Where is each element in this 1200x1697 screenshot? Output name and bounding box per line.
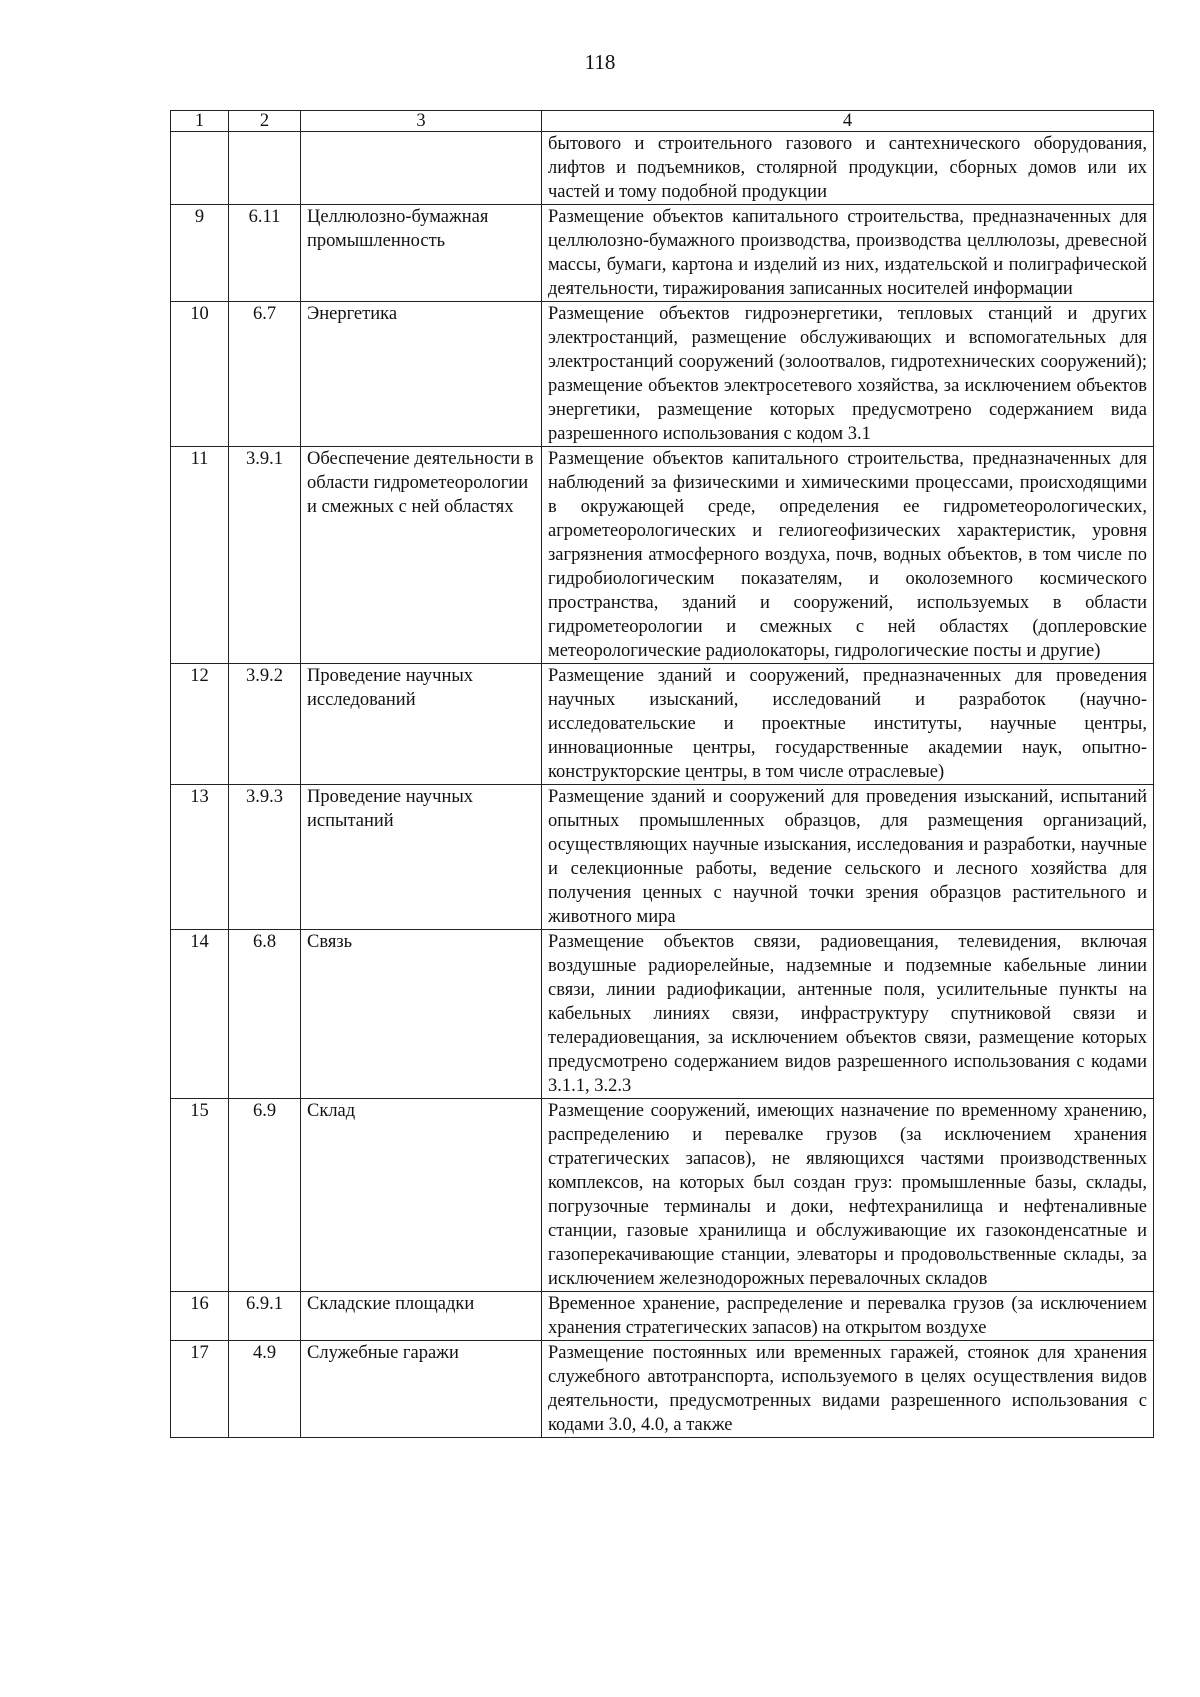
- use-code: 6.11: [229, 205, 301, 302]
- use-description: Размещение зданий и сооружений для проведения изысканий, испытаний опытных промышленных образцов, для размещения организаций, осуществляющих научные изыскания, исследования и разработки, научные и селекционные работы, ведение сельского и лесного хозяйства для получения ценных с научной точки зрения образцов растительного и животного мира: [542, 785, 1154, 930]
- use-description: Размещение зданий и сооружений, предназначенных для проведения научных изысканий, исследований и разработок (научно-исследовательские и проектные институты, научные центры, инновационные центры, государственные академии наук, опытно-конструкторские центры, в том числе отраслевые): [542, 664, 1154, 785]
- continuation-text: бытового и строительного газового и сантехнического оборудования, лифтов и подъемников, столярной продукции, сборных домов или их частей и тому подобной продукции: [542, 132, 1154, 205]
- use-name: Связь: [301, 930, 542, 1099]
- empty-cell: [229, 132, 301, 205]
- use-description: Временное хранение, распределение и перевалка грузов (за исключением хранения стратегических запасов) на открытом воздухе: [542, 1292, 1154, 1341]
- use-description: Размещение постоянных или временных гаражей, стоянок для хранения служебного автотранспорта, используемого в целях осуществления видов деятельности, предусмотренных видами разрешенного использования с кодами 3.0, 4.0, а также: [542, 1341, 1154, 1438]
- use-name: Складские площадки: [301, 1292, 542, 1341]
- row-number: 13: [171, 785, 229, 930]
- use-description: Размещение объектов гидроэнергетики, тепловых станций и других электростанций, размещение обслуживающих и вспомогательных для электростанций сооружений (золоотвалов, гидротехнических сооружений); размещение объектов электросетевого хозяйства, за исключением объектов энергетики, размещение которых предусмотрено содержанием вида разрешенного использования с кодом 3.1: [542, 302, 1154, 447]
- empty-cell: [171, 132, 229, 205]
- table-header-row: [171, 111, 1154, 132]
- table-row: [171, 930, 1154, 1099]
- use-code: 6.9: [229, 1099, 301, 1292]
- table-row-continuation: [171, 132, 1154, 205]
- use-description: Размещение сооружений, имеющих назначение по временному хранению, распределению и перевалке грузов (за исключением хранения стратегических запасов), не являющихся частями производственных комплексов, на которых был создан груз: промышленные базы, склады, погрузочные терминалы и доки, нефтехранилища и нефтеналивные станции, газовые хранилища и обслуживающие их газоконденсатные и газоперекачивающие станции, элеваторы и продовольственные склады, за исключением железнодорожных перевалочных складов: [542, 1099, 1154, 1292]
- row-number: 16: [171, 1292, 229, 1341]
- table-row: [171, 1292, 1154, 1341]
- use-name: Энергетика: [301, 302, 542, 447]
- land-use-table: [170, 110, 1154, 1438]
- table-row: [171, 447, 1154, 664]
- use-code: 3.9.2: [229, 664, 301, 785]
- column-header-1: 1: [171, 111, 229, 132]
- use-code: 6.8: [229, 930, 301, 1099]
- table-row: [171, 785, 1154, 930]
- use-code: 3.9.1: [229, 447, 301, 664]
- row-number: 14: [171, 930, 229, 1099]
- use-code: 3.9.3: [229, 785, 301, 930]
- use-name: Служебные гаражи: [301, 1341, 542, 1438]
- row-number: 15: [171, 1099, 229, 1292]
- table-row: [171, 205, 1154, 302]
- use-code: 4.9: [229, 1341, 301, 1438]
- use-description: Размещение объектов капитального строительства, предназначенных для наблюдений за физическими и химическими процессами, происходящими в окружающей среде, определения ее гидрометеорологических, агрометеорологических и гелиогеофизических характеристик, уровня загрязнения атмосферного воздуха, почв, водных объектов, в том числе по гидробиологическим показателям, и околоземного космического пространства, зданий и сооружений, используемых в области гидрометеорологии и смежных с ней областях (доплеровские метеорологические радиолокаторы, гидрологические посты и другие): [542, 447, 1154, 664]
- row-number: 9: [171, 205, 229, 302]
- use-description: Размещение объектов капитального строительства, предназначенных для целлюлозно-бумажного производства, производства целлюлозы, древесной массы, бумаги, картона и изделий из них, издательской и полиграфической деятельности, тиражирования записанных носителей информации: [542, 205, 1154, 302]
- use-code: 6.9.1: [229, 1292, 301, 1341]
- table-row: [171, 664, 1154, 785]
- row-number: 12: [171, 664, 229, 785]
- table-row: [171, 1341, 1154, 1438]
- use-name: Обеспечение деятельности в области гидрометеорологии и смежных с ней областях: [301, 447, 542, 664]
- table-row: [171, 1099, 1154, 1292]
- use-description: Размещение объектов связи, радиовещания, телевидения, включая воздушные радиорелейные, надземные и подземные кабельные линии связи, линии радиофикации, антенные поля, усилительные пункты на кабельных линиях связи, инфраструктуру спутниковой связи и телерадиовещания, за исключением объектов связи, размещение которых предусмотрено содержанием видов разрешенного использования с кодами 3.1.1, 3.2.3: [542, 930, 1154, 1099]
- row-number: 17: [171, 1341, 229, 1438]
- column-header-4: 4: [542, 111, 1154, 132]
- use-code: 6.7: [229, 302, 301, 447]
- use-name: Склад: [301, 1099, 542, 1292]
- row-number: 11: [171, 447, 229, 664]
- use-name: Проведение научных испытаний: [301, 785, 542, 930]
- column-header-2: 2: [229, 111, 301, 132]
- table-row: [171, 302, 1154, 447]
- empty-cell: [301, 132, 542, 205]
- page-number: 118: [584, 50, 616, 74]
- use-name: Проведение научных исследований: [301, 664, 542, 785]
- row-number: 10: [171, 302, 229, 447]
- column-header-3: 3: [301, 111, 542, 132]
- use-name: Целлюлозно-бумажная промышленность: [301, 205, 542, 302]
